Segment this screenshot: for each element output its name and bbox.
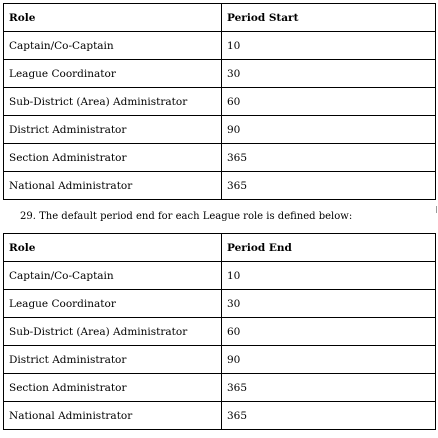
- table-row: [4, 290, 436, 318]
- role-cell: Captain/Co-Captain: [4, 262, 222, 290]
- period-start-cell: 90: [222, 116, 436, 144]
- role-cell: Captain/Co-Captain: [4, 32, 222, 60]
- period-end-cell: 60: [222, 318, 436, 346]
- period-end-cell: 365: [222, 374, 436, 402]
- table-row: [4, 374, 436, 402]
- section-note: 29. The default period end for each League role is defined below:: [20, 211, 353, 222]
- table-row: [4, 60, 436, 88]
- column-header-role: Role: [4, 4, 222, 32]
- table-row: [4, 32, 436, 60]
- period-start-table: [3, 3, 436, 200]
- role-cell: District Administrator: [4, 116, 222, 144]
- column-header-period-start: Period Start: [222, 4, 436, 32]
- table-row: [4, 172, 436, 200]
- role-cell: Sub-District (Area) Administrator: [4, 318, 222, 346]
- table-row: [4, 88, 436, 116]
- period-start-cell: 10: [222, 32, 436, 60]
- role-cell: District Administrator: [4, 346, 222, 374]
- table-header-row: [4, 234, 436, 262]
- table-row: [4, 318, 436, 346]
- period-start-cell: 365: [222, 144, 436, 172]
- role-cell: League Coordinator: [4, 290, 222, 318]
- role-cell: Section Administrator: [4, 144, 222, 172]
- period-end-cell: 365: [222, 402, 436, 430]
- period-start-cell: 365: [222, 172, 436, 200]
- table-row: [4, 262, 436, 290]
- role-cell: National Administrator: [4, 172, 222, 200]
- column-header-period-end: Period End: [222, 234, 436, 262]
- role-cell: National Administrator: [4, 402, 222, 430]
- column-header-role: Role: [4, 234, 222, 262]
- role-cell: Section Administrator: [4, 374, 222, 402]
- table-row: [4, 402, 436, 430]
- table-row: [4, 116, 436, 144]
- page-edge-mark: [436, 206, 437, 213]
- role-cell: Sub-District (Area) Administrator: [4, 88, 222, 116]
- table-header-row: [4, 4, 436, 32]
- period-end-cell: 30: [222, 290, 436, 318]
- role-cell: League Coordinator: [4, 60, 222, 88]
- period-start-cell: 60: [222, 88, 436, 116]
- period-start-cell: 30: [222, 60, 436, 88]
- period-end-table: [3, 233, 436, 430]
- table-row: [4, 144, 436, 172]
- period-end-cell: 90: [222, 346, 436, 374]
- table-row: [4, 346, 436, 374]
- period-end-cell: 10: [222, 262, 436, 290]
